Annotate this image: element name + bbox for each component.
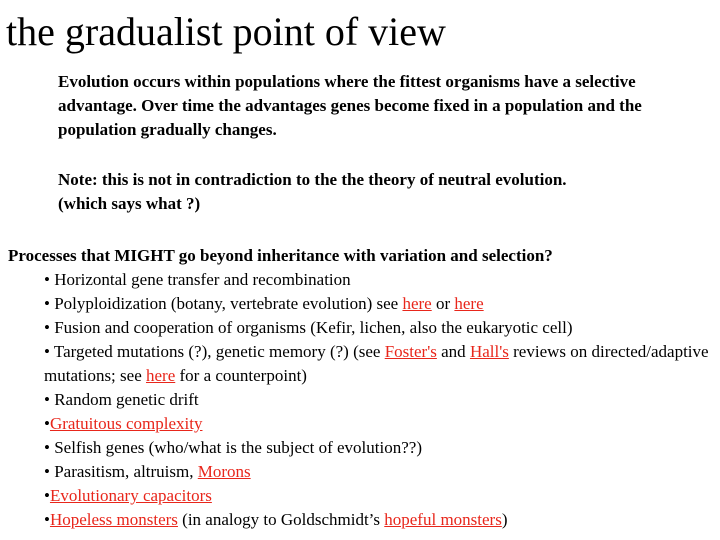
evolutionary-capacitors-link[interactable]: Evolutionary capacitors — [49, 486, 212, 505]
halls-review-link[interactable]: Hall's — [469, 342, 509, 361]
targeted-mid-1: and — [436, 342, 470, 361]
list-item-drift: • Random genetic drift — [44, 390, 199, 409]
hopeless-end: ) — [501, 510, 508, 529]
processes-list — [8, 268, 714, 532]
list-item-polyploidization — [44, 292, 714, 316]
note-block — [58, 168, 698, 216]
polyploid-text: • Polyploidization (botany, vertebrate evolution) see — [44, 294, 403, 313]
list-item-parasitism — [44, 460, 714, 484]
morons-link[interactable]: Morons — [197, 462, 251, 481]
hopeful-monsters-link[interactable]: hopeful monsters — [384, 510, 502, 529]
polyploid-mid: or — [431, 294, 455, 313]
list-item-hopeless-monsters — [44, 508, 714, 532]
gratuitous-complexity-link[interactable]: Gratuitous complexity — [49, 414, 203, 433]
list-item-gratuitous — [44, 412, 714, 436]
polyploid-link-2[interactable]: here — [454, 294, 484, 313]
hopeless-monsters-link[interactable]: Hopeless monsters — [49, 510, 178, 529]
list-item-selfish-genes: • Selfish genes (who/what is the subject of evolution??) — [44, 438, 422, 457]
capacitors-bullet: • — [44, 486, 50, 505]
list-item-capacitors — [44, 484, 714, 508]
targeted-text: • Targeted mutations (?), genetic memory (?) (see — [44, 342, 385, 361]
polyploid-link-1[interactable]: here — [402, 294, 432, 313]
targeted-end: for a counterpoint) — [175, 366, 307, 385]
counterpoint-link[interactable]: here — [145, 366, 176, 385]
hopeless-bullet: • — [44, 510, 50, 529]
slide-title: the gradualist point of view — [6, 9, 446, 54]
processes-heading: Processes that MIGHT go beyond inheritance with variation and selection? — [8, 246, 553, 265]
intro-block — [58, 70, 698, 142]
fosters-review-link[interactable]: Foster's — [384, 342, 437, 361]
processes-section — [8, 244, 714, 532]
parasitism-text: • Parasitism, altruism, — [44, 462, 198, 481]
note-line-2: (which says what ?) — [58, 194, 201, 213]
list-item-fusion: • Fusion and cooperation of organisms (Kefir, lichen, also the eukaryotic cell) — [44, 318, 573, 337]
note-line-1: Note: this is not in contradiction to the the theory of neutral evolution. — [58, 170, 567, 189]
gratuitous-bullet: • — [44, 414, 50, 433]
hopeless-mid: (in analogy to Goldschmidt’s — [177, 510, 385, 529]
targeted-mid-2: reviews on directed/adaptive mutations; see — [44, 342, 709, 385]
intro-paragraph: Evolution occurs within populations where the fittest organisms have a selective advantage. Over time the advantages genes become fixed in a population and the population gradually changes. — [58, 72, 642, 139]
list-item-hgt: • Horizontal gene transfer and recombination — [44, 270, 351, 289]
list-item-targeted-mutations — [44, 340, 714, 388]
